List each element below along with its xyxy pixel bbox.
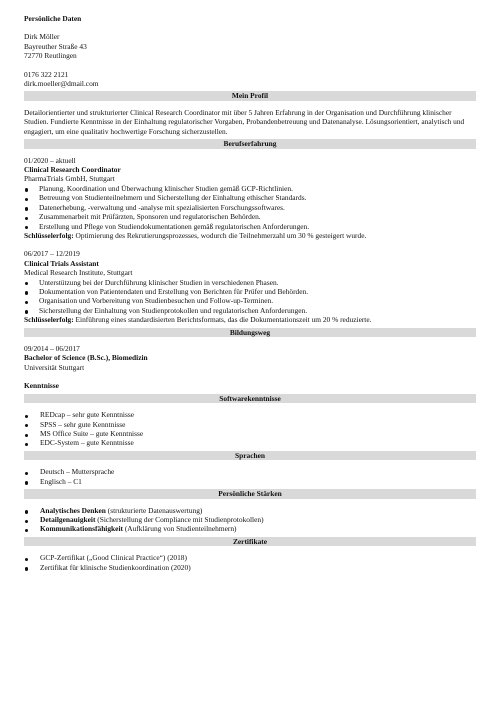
list-item: Datenerhebung, -verwaltung und -analyse mit spezialisierten Forschungssoftwares. <box>24 203 476 212</box>
list-item: SPSS – sehr gute Kenntnisse <box>24 420 476 429</box>
job-tasks <box>24 184 476 231</box>
strengths-list <box>24 506 476 534</box>
profile-heading: Mein Profil <box>24 91 476 101</box>
strength-label: Kommunikationsfähigkeit <box>40 524 123 534</box>
personal-email: dirk.moeller@dmail.com <box>24 79 99 89</box>
list-item: Planung, Koordination und Überwachung klinischer Studien gemäß GCP-Richtlinien. <box>24 184 476 193</box>
job-tasks <box>24 278 476 316</box>
job-period: 01/2020 – aktuell <box>24 155 76 165</box>
list-item: MS Office Suite – gute Kenntnisse <box>24 429 476 438</box>
job-company: PharmaTrials GmbH, Stuttgart <box>24 174 115 184</box>
list-item: EDC-System – gute Kenntnisse <box>24 438 476 447</box>
strength-text: (strukturierte Datenauswertung) <box>105 505 203 515</box>
job-2 <box>24 249 476 324</box>
list-item: Unterstützung bei der Durchführung klinischer Studien in verschiedenen Phasen. <box>24 278 476 287</box>
personal-street: Bayreuther Straße 43 <box>24 41 87 51</box>
certificates-list <box>24 553 476 572</box>
list-item: Organisation und Vorbereitung von Studienbesuchen und Follow-up-Terminen. <box>24 296 476 305</box>
personal-name: Dirk Möller <box>24 32 60 42</box>
list-item: GCP-Zertifikat („Good Clinical Practice“) (2018) <box>24 553 476 562</box>
job-1 <box>24 156 476 241</box>
experience-heading: Berufserfahrung <box>24 139 476 149</box>
list-item <box>24 506 476 515</box>
education-heading: Bildungsweg <box>24 328 476 338</box>
list-item: Betreuung von Studienteilnehmern und Sicherstellung der Einhaltung ethischer Standards. <box>24 193 476 202</box>
strength-label: Detailgenauigkeit <box>40 515 96 525</box>
job-success <box>24 231 476 240</box>
software-heading: Softwarekenntnisse <box>24 394 476 404</box>
languages-heading: Sprachen <box>24 451 476 461</box>
job-title: Clinical Trials Assistant <box>24 258 99 268</box>
list-item: Zertifikat für klinische Studienkoordination (2020) <box>24 563 476 572</box>
strength-text: (Sicherstellung der Compliance mit Studienprotokollen) <box>95 515 264 525</box>
education-degree: Bachelor of Science (B.Sc.), Biomedizin <box>24 353 148 363</box>
list-item: Erstellung und Pflege von Studiendokumentationen gemäß regulatorischen Anforderungen. <box>24 222 476 231</box>
list-item <box>24 524 476 533</box>
list-item <box>24 515 476 524</box>
job-title: Clinical Research Coordinator <box>24 165 121 175</box>
skills-heading: Kenntnisse <box>24 381 59 391</box>
profile-text: Detailorientierter und strukturierter Clinical Research Coordinator mit über 5 Jahren Erfahrung in der Organisation und Durchführung klinischer Studien. Fundierte Kenntnisse in der Einhaltung regulatorischer Vorgaben, Probandenbetreuung und Datenanalyse. Lösungsorientiert, analytisch und engagiert, um eine qualitativ hochwertige Forschung sicherzustellen. <box>24 107 465 136</box>
job-success <box>24 315 476 324</box>
personal-phone: 0176 322 2121 <box>24 69 69 79</box>
list-item: Dokumentation von Patientendaten und Erstellung von Berichten für Prüfer und Behörden. <box>24 287 476 296</box>
education-school: Universität Stuttgart <box>24 362 85 372</box>
certificates-heading: Zertifikate <box>24 537 476 547</box>
job-company: Medical Research Institute, Stuttgart <box>24 268 133 278</box>
education-period: 09/2014 – 06/2017 <box>24 344 80 354</box>
languages-list <box>24 467 476 486</box>
list-item: Englisch – C1 <box>24 477 476 486</box>
list-item: Deutsch – Muttersprache <box>24 467 476 476</box>
success-label: Schlüsselerfolg: <box>24 315 74 325</box>
strength-label: Analytisches Denken <box>40 505 106 515</box>
success-text: Einführung eines standardisierten Berichtsformats, das die Dokumentationszeit um 20 % reduzierte. <box>73 315 372 325</box>
software-list <box>24 410 476 448</box>
list-item: REDcap – sehr gute Kenntnisse <box>24 410 476 419</box>
strength-text: (Aufklärung von Studienteilnehmern) <box>122 524 237 534</box>
list-item: Zusammenarbeit mit Prüfärzten, Sponsoren und regulatorischen Behörden. <box>24 212 476 221</box>
personal-city: 72770 Reutlingen <box>24 51 77 61</box>
job-period: 06/2017 – 12/2019 <box>24 249 80 259</box>
success-label: Schlüsselerfolg: <box>24 230 74 240</box>
success-text: Optimierung des Rekrutierungsprozesses, wodurch die Teilnehmerzahl um 30 % gesteigert wurde. <box>73 230 367 240</box>
list-item: Sicherstellung der Einhaltung von Studienprotokollen und regulatorischen Anforderungen. <box>24 306 476 315</box>
personal-heading: Persönliche Daten <box>24 14 82 23</box>
strengths-heading: Persönliche Stärken <box>24 489 476 499</box>
